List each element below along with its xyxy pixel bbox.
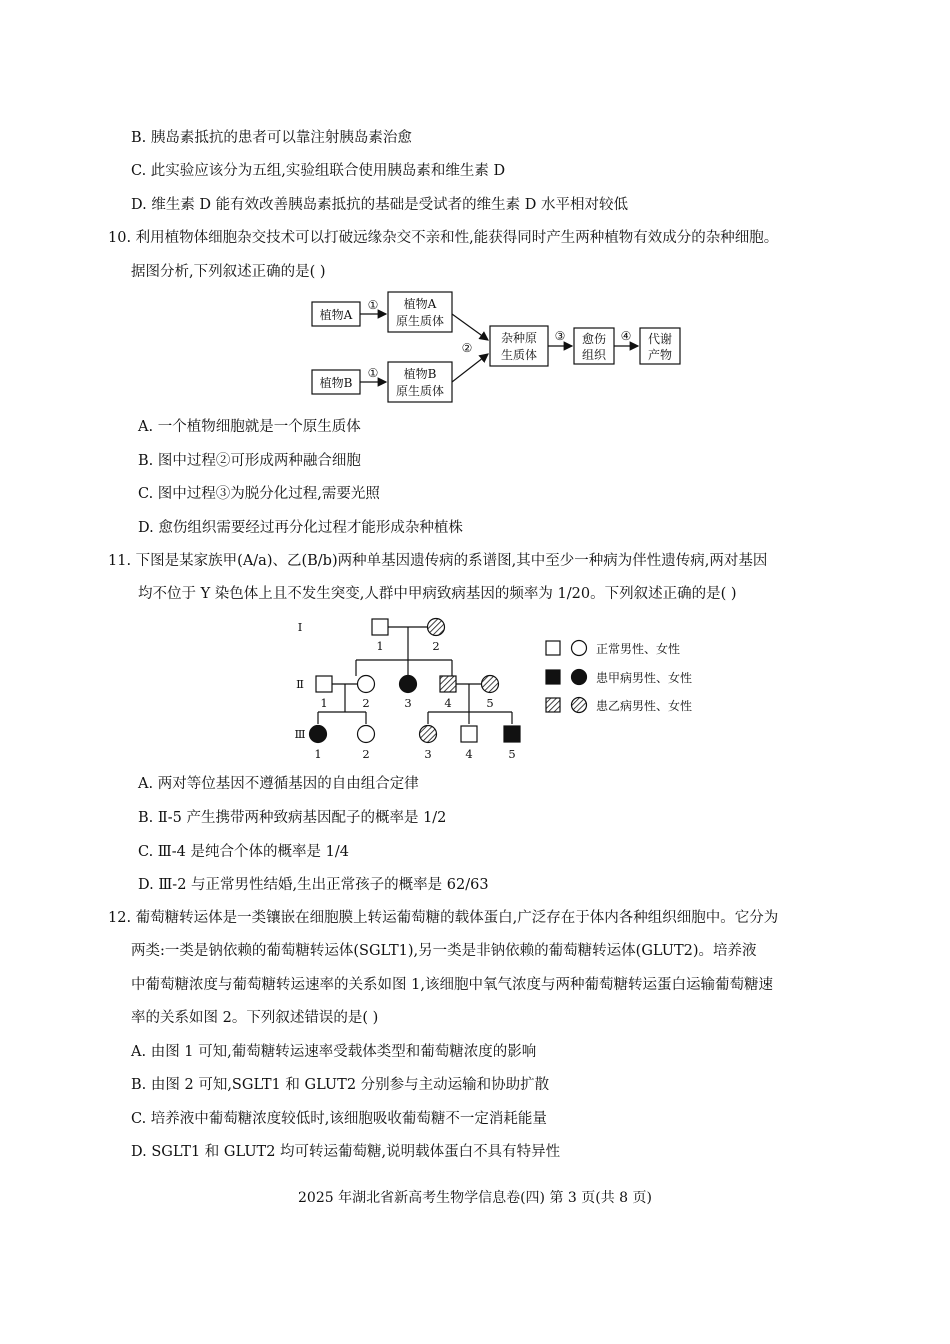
q10-option-b: B. 图中过程②可形成两种融合细胞 <box>138 453 361 469</box>
protoplast-b-label-2: 原生质体 <box>395 384 445 398</box>
q12-option-b: B. 由图 2 可知,SGLT1 和 GLUT2 分别参与主动运输和协助扩散 <box>131 1077 550 1093</box>
step-1-label-b: ① <box>367 366 379 380</box>
q12-option-d: D. SGLT1 和 GLUT2 均可转运葡萄糖,说明载体蛋白不具有特异性 <box>131 1144 561 1160</box>
gen-2-label: Ⅱ <box>296 677 304 691</box>
ii5-b-female <box>482 676 499 693</box>
step-3-label: ③ <box>554 329 566 343</box>
ii5-number: 5 <box>486 696 494 710</box>
q11-option-c: C. Ⅲ-4 是纯合个体的概率是 1/4 <box>138 844 349 860</box>
q11-stem-line2: 均不位于 Y 染色体上且不发生突变,人群中甲病致病基因的频率为 1/20。下列叙述正确的是( ) <box>138 586 737 602</box>
ii3-a-female <box>400 676 417 693</box>
iii1-number: 1 <box>314 747 322 761</box>
plant-a-label: 植物A <box>319 308 353 322</box>
q12-option-a: A. 由图 1 可知,葡萄糖转运速率受载体类型和葡萄糖浓度的影响 <box>131 1044 537 1060</box>
q10-stem-line2: 据图分析,下列叙述正确的是( ) <box>131 264 326 280</box>
callus-label-1: 愈伤 <box>581 332 607 346</box>
q12-option-c: C. 培养液中葡萄糖浓度较低时,该细胞吸收葡萄糖不一定消耗能量 <box>131 1111 547 1127</box>
q11-option-a: A. 两对等位基因不遵循基因的自由组合定律 <box>138 776 419 792</box>
q12-stem-line4: 率的关系如图 2。下列叙述错误的是( ) <box>131 1010 379 1026</box>
product-label-1: 代谢 <box>647 332 673 346</box>
i2-number: 2 <box>432 639 440 653</box>
q9-option-b: B. 胰岛素抵抗的患者可以靠注射胰岛素治愈 <box>131 130 412 146</box>
ii2-number: 2 <box>362 696 370 710</box>
ii1-number: 1 <box>320 696 328 710</box>
iii2-normal-female <box>358 726 375 743</box>
legend-b-male-icon <box>546 698 560 712</box>
callus-label-2: 组织 <box>581 348 607 362</box>
iii1-a-female <box>310 726 327 743</box>
legend-normal-male-icon <box>546 641 560 655</box>
hybrid-label-2: 生质体 <box>500 348 538 362</box>
q12-stem-line1: 12. 葡萄糖转运体是一类镶嵌在细胞膜上转运葡萄糖的载体蛋白,广泛存在于体内各种组织细胞中。它分为 <box>108 910 779 926</box>
step-1-label-a: ① <box>367 298 379 312</box>
iii3-b-female <box>420 726 437 743</box>
legend-a-male-icon <box>546 670 560 684</box>
legend-b-female-icon <box>572 698 587 713</box>
product-label-2: 产物 <box>647 348 673 362</box>
iii5-number: 5 <box>508 747 516 761</box>
ii3-number: 3 <box>404 696 412 710</box>
hybrid-label-1: 杂种原 <box>500 331 538 345</box>
iii4-number: 4 <box>465 747 473 761</box>
gen-3-label: Ⅲ <box>294 727 306 741</box>
iii4-normal-male <box>461 726 477 742</box>
q10-stem-line1: 10. 利用植物体细胞杂交技术可以打破远缘杂交不亲和性,能获得同时产生两种植物有效成分的杂种细胞。 <box>108 230 779 246</box>
legend-normal-female-icon <box>572 641 587 656</box>
legend-normal-label: 正常男性、女性 <box>596 642 681 656</box>
protoplast-a-label-2: 原生质体 <box>395 314 445 328</box>
pedigree-chart <box>280 612 720 767</box>
q12-stem-line3: 中葡萄糖浓度与葡萄糖转运速率的关系如图 1,该细胞中氧气浓度与两种葡萄糖转运蛋白运输葡萄糖速 <box>131 977 773 993</box>
plant-b-label: 植物B <box>319 376 353 390</box>
legend-a-female-icon <box>572 670 587 685</box>
step-4-label: ④ <box>620 329 632 343</box>
ii4-number: 4 <box>444 696 452 710</box>
iii3-number: 3 <box>424 747 432 761</box>
legend-b-label: 患乙病男性、女性 <box>596 699 693 713</box>
ii4-b-male <box>440 676 456 692</box>
i2-b-female <box>428 619 445 636</box>
iii2-number: 2 <box>362 747 370 761</box>
legend-a-label: 患甲病男性、女性 <box>596 671 693 685</box>
q12-stem-line2: 两类:一类是钠依赖的葡萄糖转运体(SGLT1),另一类是非钠依赖的葡萄糖转运体(GLUT2)。培养液 <box>131 943 757 959</box>
q10-flow-diagram <box>300 288 700 408</box>
q10-option-c: C. 图中过程③为脱分化过程,需要光照 <box>138 486 380 502</box>
i1-number: 1 <box>376 639 384 653</box>
iii5-a-male <box>504 726 520 742</box>
i1-normal-male <box>372 619 388 635</box>
ii1-normal-male <box>316 676 332 692</box>
q11-option-d: D. Ⅲ-2 与正常男性结婚,生出正常孩子的概率是 62/63 <box>138 877 489 893</box>
ii2-normal-female <box>358 676 375 693</box>
protoplast-a-label-1: 植物A <box>403 297 437 311</box>
q11-option-b: B. Ⅱ-5 产生携带两种致病基因配子的概率是 1/2 <box>138 810 447 826</box>
q11-stem-line1: 11. 下图是某家族甲(A/a)、乙(B/b)两种单基因遗传病的系谱图,其中至少一种病为伴性遗传病,两对基因 <box>108 553 768 569</box>
gen-1-label: Ⅰ <box>297 620 303 634</box>
q10-option-a: A. 一个植物细胞就是一个原生质体 <box>138 419 361 435</box>
q9-option-d: D. 维生素 D 能有效改善胰岛素抵抗的基础是受试者的维生素 D 水平相对较低 <box>131 197 629 213</box>
step-2-label: ② <box>461 341 473 355</box>
page-footer: 2025 年湖北省新高考生物学信息卷(四) 第 3 页(共 8 页) <box>298 1190 652 1206</box>
q9-option-c: C. 此实验应该分为五组,实验组联合使用胰岛素和维生素 D <box>131 163 506 179</box>
protoplast-b-label-1: 植物B <box>403 367 437 381</box>
q10-option-d: D. 愈伤组织需要经过再分化过程才能形成杂种植株 <box>138 520 463 536</box>
